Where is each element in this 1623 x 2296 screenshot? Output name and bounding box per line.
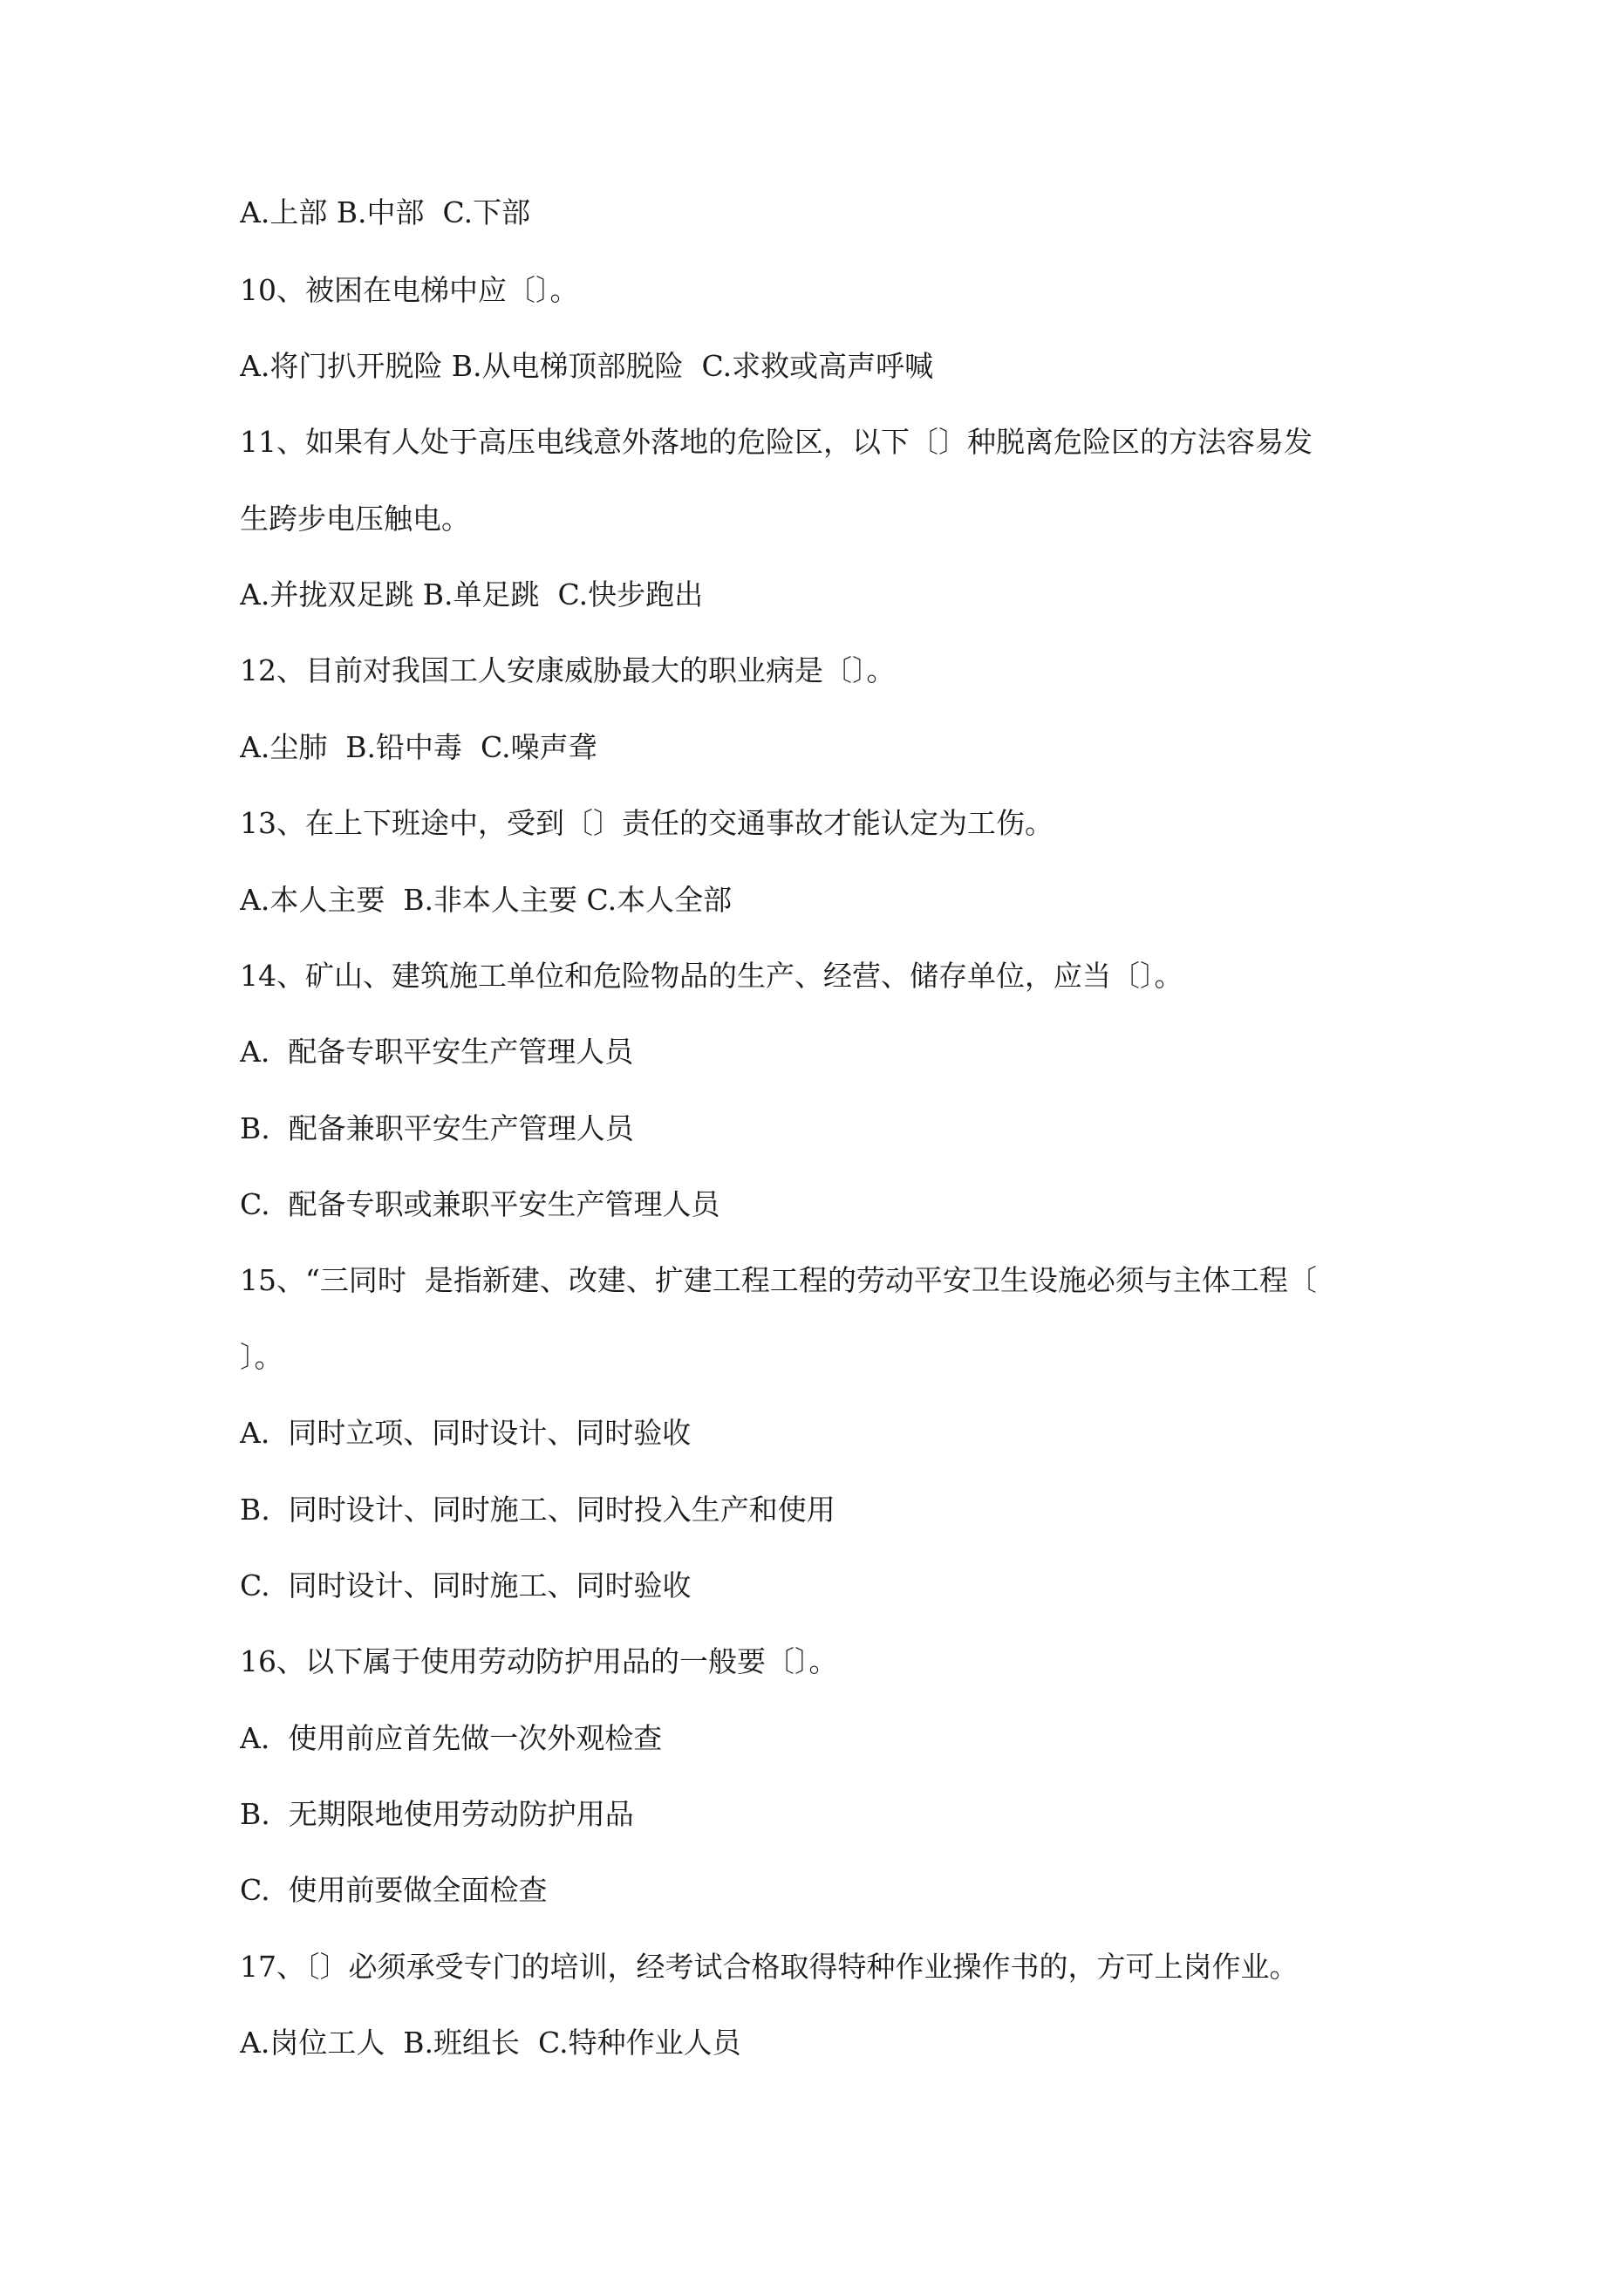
question-line: 12、目前对我国工人安康威胁最大的职业病是〔〕。 [240,653,896,687]
option-line: B. 同时设计、同时施工、同时投入生产和使用 [240,1493,835,1527]
option-line: A. 配备专职平安生产管理人员 [240,1035,634,1069]
question-line: 11、如果有人处于高压电线意外落地的危险区，以下〔〕种脱离危险区的方法容易发 [240,425,1313,459]
option-line: A.并拢双足跳 B.单足跳 C.快步跑出 [240,577,704,612]
question-line: 15、“三同时 是指新建、改建、扩建工程工程的劳动平安卫生设施必须与主体工程〔 [240,1263,1317,1297]
option-line: C. 配备专职或兼职平安生产管理人员 [240,1187,720,1221]
question-line: 14、矿山、建筑施工单位和危险物品的生产、经营、储存单位，应当〔〕。 [240,959,1183,993]
question-line: 16、以下属于使用劳动防护用品的一般要〔〕。 [240,1644,838,1678]
option-line: A.将门扒开脱险 B.从电梯顶部脱险 C.求救或高声呼喊 [240,349,934,383]
option-line: C. 同时设计、同时施工、同时验收 [240,1568,692,1602]
option-line: C. 使用前要做全面检查 [240,1873,548,1907]
option-line: A.岗位工人 B.班组长 C.特种作业人员 [240,2026,741,2060]
option-line: A.上部 B.中部 C.下部 [240,195,531,229]
question-line: 〕。 [240,1340,283,1374]
option-line: A.本人主要 B.非本人主要 C.本人全部 [240,883,733,917]
question-line: 10、被困在电梯中应〔〕。 [240,273,579,307]
option-line: A. 使用前应首先做一次外观检查 [240,1721,663,1755]
question-line: 13、在上下班途中，受到〔〕责任的交通事故才能认定为工伤。 [240,806,1054,840]
option-line: A. 同时立项、同时设计、同时验收 [240,1416,692,1450]
option-line: B. 无期限地使用劳动防护用品 [240,1797,634,1831]
option-line: A.尘肺 B.铅中毒 C.噪声聋 [240,730,597,764]
option-line: B. 配备兼职平安生产管理人员 [240,1111,634,1145]
question-line: 17、〔〕必须承受专门的培训，经考试合格取得特种作业操作书的，方可上岗作业。 [240,1950,1299,1984]
question-line: 生跨步电压触电。 [240,502,470,536]
